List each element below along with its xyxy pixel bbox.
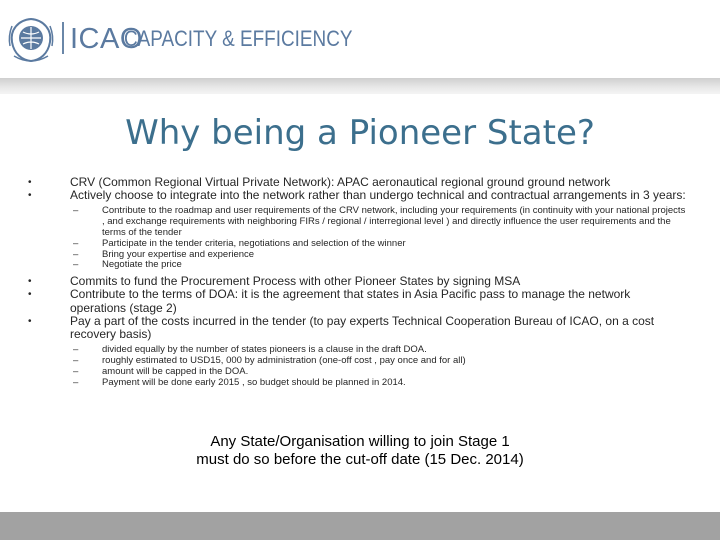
bullet-text: Pay a part of the costs incurred in the tender (to pay experts Technical Cooperation Bureau of ICAO, on a cost recovery basis): [70, 313, 655, 341]
sub-bullet-item: [28, 206, 688, 238]
bullet-marker: •: [28, 289, 32, 301]
header-shadow-band: [0, 78, 720, 94]
dash-marker: –: [73, 344, 79, 356]
bullet-marker: •: [28, 190, 32, 202]
icao-emblem-icon: [6, 12, 56, 66]
sub-bullet-text: Negotiate the price: [102, 259, 182, 271]
header-bar: [0, 0, 720, 78]
bullet-text: Actively choose to integrate into the network rather than undergo technical and contractual arrangements in 3 years:: [70, 188, 686, 203]
bullet-item: [28, 189, 688, 202]
sub-bullet-text: Bring your expertise and experience: [102, 248, 255, 260]
sub-bullet-text: Contribute to the roadmap and user requirements of the CRV network, including your requirements (in continuity with your national projects , and exchange requirements with neighboring FIRs / regional / interregional level ) and directly influence the user requirements and the terms of the tender: [102, 205, 686, 238]
bullet-text: Contribute to the terms of DOA: it is the agreement that states in Asia Pacific pass to manage the network operations (stage 2): [70, 287, 631, 315]
dash-marker: –: [73, 205, 79, 217]
bullet-item: [28, 315, 688, 341]
bullet-marker: •: [28, 276, 32, 288]
dash-marker: –: [73, 355, 79, 366]
sub-bullet-text: amount will be capped in the DOA.: [102, 365, 249, 377]
bullet-item: [28, 288, 688, 314]
closing-statement: [0, 433, 720, 469]
dash-marker: –: [73, 248, 79, 260]
sub-bullet-text: roughly estimated to USD15, 000 by administration (one-off cost , pay once and for all): [102, 355, 466, 366]
slide-body: [28, 176, 688, 388]
org-name: ICAO: [70, 23, 143, 55]
closing-line-2: must do so before the cut-off date (15 Dec. 2014): [196, 451, 524, 468]
slide-title: Why being a Pioneer State?: [125, 113, 595, 153]
footer-band: [0, 512, 720, 540]
logo-divider: [62, 22, 64, 54]
tagline: CAPACITY & EFFICIENCY: [124, 26, 353, 51]
sub-bullet-text: Participate in the tender criteria, negotiations and selection of the winner: [102, 237, 406, 249]
sub-bullet-item: [28, 378, 688, 389]
bullet-text: CRV (Common Regional Virtual Private Network): APAC aeronautical regional ground ground network: [70, 175, 611, 189]
dash-marker: –: [73, 237, 79, 249]
sub-bullet-item: [28, 260, 688, 271]
sub-bullet-text: divided equally by the number of states pioneers is a clause in the draft DOA.: [102, 344, 427, 356]
closing-line-1: Any State/Organisation willing to join Stage 1: [210, 433, 510, 450]
dash-marker: –: [73, 365, 79, 377]
dash-marker: –: [73, 376, 79, 388]
bullet-text: Commits to fund the Procurement Process with other Pioneer States by signing MSA: [70, 274, 521, 289]
bullet-marker: •: [28, 315, 32, 327]
dash-marker: –: [73, 259, 79, 271]
bullet-marker: •: [28, 177, 32, 188]
sub-bullet-text: Payment will be done early 2015 , so budget should be planned in 2014.: [102, 376, 406, 388]
